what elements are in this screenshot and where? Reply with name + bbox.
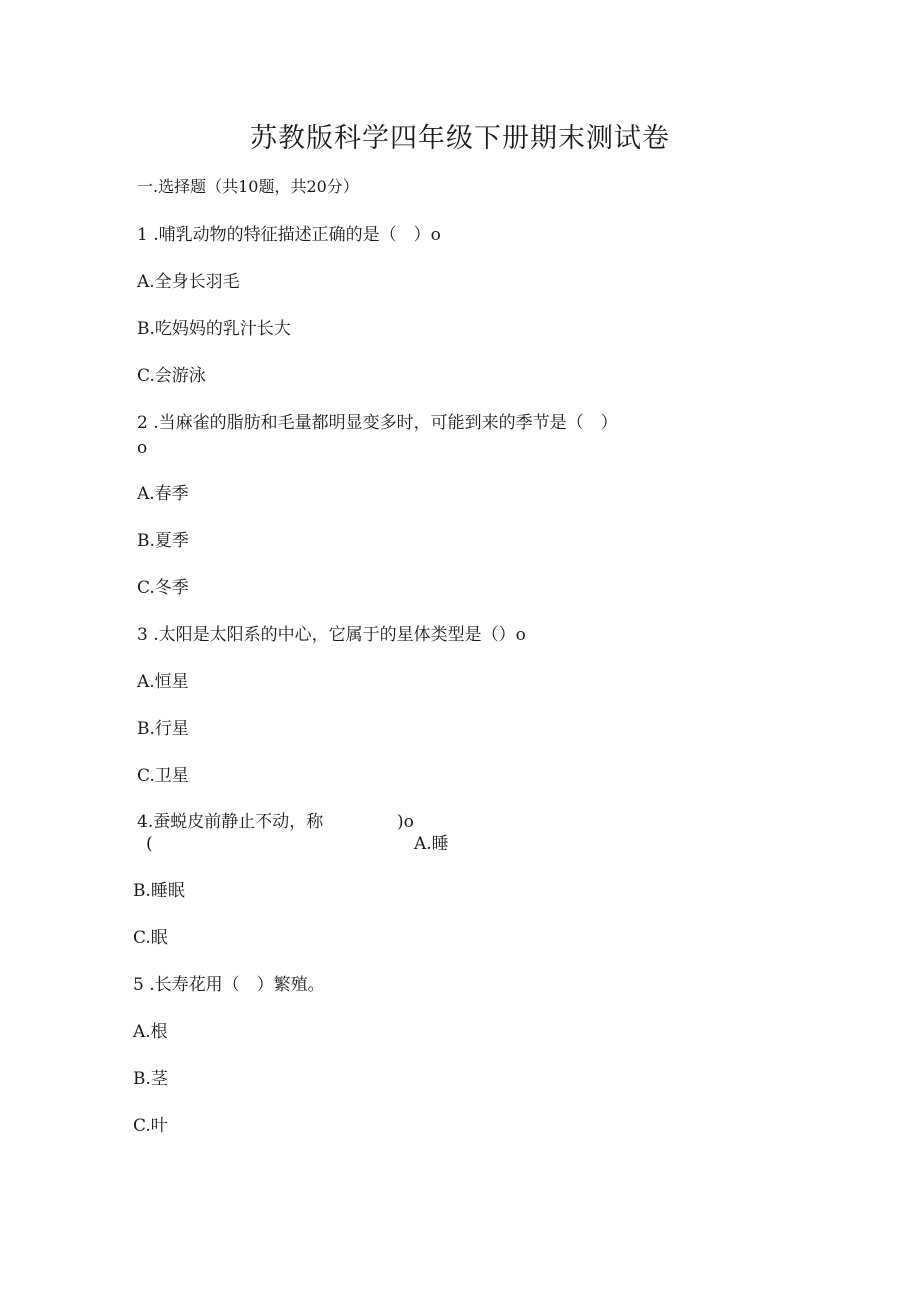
- question-3-option-b: B.行星: [137, 719, 189, 739]
- question-3-option-c: C.卫星: [137, 766, 189, 786]
- question-3-option-a: A.恒星: [137, 672, 189, 692]
- question-5-option-a: A.根: [133, 1022, 168, 1042]
- question-2-option-b: B.夏季: [137, 531, 189, 551]
- question-4-stem-end: )o: [397, 812, 414, 832]
- page-title: 苏教版科学四年级下册期末测试卷: [250, 123, 670, 154]
- question-5-option-c: C.叶: [133, 1116, 168, 1136]
- question-4-option-c: C.眠: [133, 928, 168, 948]
- question-1-stem: 1 .哺乳动物的特征描述正确的是（ ）o: [137, 225, 441, 245]
- question-1-option-c: C.会游泳: [137, 366, 206, 386]
- question-4-paren: (: [146, 834, 153, 854]
- section-heading: 一.选择题（共10题，共20分）: [137, 177, 359, 196]
- question-4-option-a: A.睡: [414, 834, 449, 854]
- question-3-stem: 3 .太阳是太阳系的中心，它属于的星体类型是（）o: [137, 625, 526, 645]
- question-1-option-a: A.全身长羽毛: [137, 272, 240, 292]
- question-5-stem: 5 .长寿花用（ ）繁殖。: [133, 975, 325, 995]
- question-2-stem-continued: o: [137, 438, 148, 458]
- question-2-option-a: A.春季: [137, 484, 189, 504]
- question-4-stem: 4.蚕蜕皮前静止不动，称: [137, 812, 324, 832]
- question-2-stem: 2 .当麻雀的脂肪和毛量都明显变多时，可能到来的季节是（ ）: [137, 413, 618, 433]
- question-1-option-b: B.吃妈妈的乳汁长大: [137, 319, 291, 339]
- question-4-option-b: B.睡眠: [133, 881, 185, 901]
- question-2-option-c: C.冬季: [137, 578, 189, 598]
- question-5-option-b: B.茎: [133, 1069, 168, 1089]
